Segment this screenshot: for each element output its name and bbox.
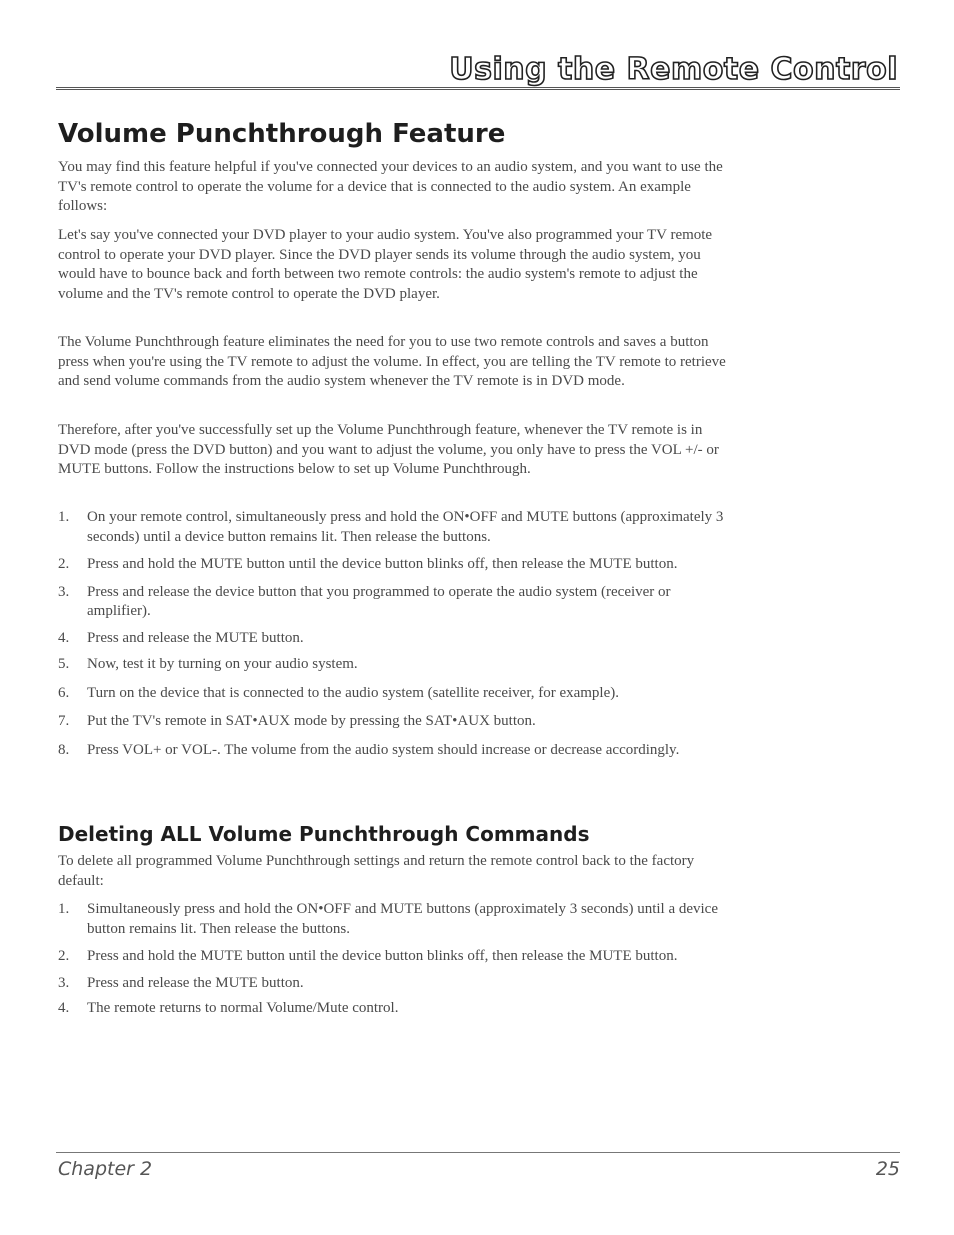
header-rule bbox=[56, 87, 900, 90]
page-number: 25 bbox=[875, 1158, 900, 1180]
header-title: Using the Remote Control bbox=[449, 52, 898, 87]
list-item bbox=[58, 684, 726, 704]
step-number: 2. bbox=[58, 556, 70, 572]
step-text: Put the TV's remote in SAT•AUX mode by pressing the SAT•AUX button. bbox=[87, 713, 536, 729]
step-number: 8. bbox=[58, 741, 70, 758]
step-number: 3. bbox=[58, 583, 70, 600]
list-item bbox=[58, 974, 726, 994]
step-text: Now, test it by turning on your audio system. bbox=[87, 656, 358, 672]
list-item bbox=[58, 629, 726, 649]
step-text: The remote returns to normal Volume/Mute control. bbox=[87, 1000, 399, 1016]
step-text: Press and release the device button that you programmed to operate the audio system (receiver or amplifier). bbox=[87, 583, 671, 619]
explanation-paragraph: The Volume Punchthrough feature eliminates the need for you to use two remote controls and saves a button press when you're using the TV remote to adjust the volume. In effect, you are telling the TV remote to retrieve and send volume commands from the audio system whenever the TV remote is in DVD mode. bbox=[58, 334, 726, 389]
list-item bbox=[58, 508, 726, 547]
step-number: 4. bbox=[58, 1000, 70, 1016]
delete-steps-list bbox=[58, 900, 726, 1019]
step-number: 5. bbox=[58, 656, 70, 672]
step-text: Press and release the MUTE button. bbox=[87, 629, 304, 646]
step-number: 6. bbox=[58, 684, 70, 701]
list-item bbox=[58, 741, 726, 761]
list-item bbox=[58, 999, 726, 1019]
step-number: 4. bbox=[58, 629, 70, 646]
step-number: 2. bbox=[58, 948, 70, 964]
step-number: 7. bbox=[58, 713, 70, 729]
page-header bbox=[56, 52, 900, 88]
list-item bbox=[58, 583, 726, 622]
step-text: Press and hold the MUTE button until the device button blinks off, then release the MUTE button. bbox=[87, 556, 678, 572]
footer-rule bbox=[56, 1152, 900, 1153]
step-text: Press VOL+ or VOL-. The volume from the audio system should increase or decrease accordingly. bbox=[87, 741, 680, 758]
list-item bbox=[58, 712, 726, 732]
setup-steps-list bbox=[58, 508, 726, 760]
list-item bbox=[58, 900, 726, 939]
delete-intro-paragraph: To delete all programmed Volume Punchthrough settings and return the remote control back to the factory default: bbox=[58, 853, 695, 889]
list-item bbox=[58, 555, 726, 575]
step-text: Press and hold the MUTE button until the device button blinks off, then release the MUTE button. bbox=[87, 948, 678, 964]
list-item bbox=[58, 655, 726, 675]
section-title-volume-punchthrough: Volume Punchthrough Feature bbox=[58, 119, 506, 149]
example-paragraph: Let's say you've connected your DVD player to your audio system. You've also programmed your TV remote control to operate your DVD player. Since the DVD player sends its volume through the audio system, you would have to bounce back and forth between two remote controls: the audio system's remote to adjust the volume and the TV's remote control to operate the DVD player. bbox=[58, 227, 713, 302]
instructions-paragraph: Therefore, after you've successfully set up the Volume Punchthrough feature, whenever the TV remote is in DVD mode (press the DVD button) and you want to adjust the volume, you only have to press the VOL +/- or MUTE buttons. Follow the instructions below to set up Volume Punchthrough. bbox=[58, 422, 719, 477]
step-number: 1. bbox=[58, 509, 70, 525]
section-title-deleting-commands: Deleting ALL Volume Punchthrough Commands bbox=[58, 822, 590, 846]
step-text: Simultaneously press and hold the ON•OFF and MUTE buttons (approximately 3 seconds) until a device button remains lit. Then release the buttons. bbox=[87, 901, 718, 937]
step-number: 3. bbox=[58, 974, 70, 991]
footer-chapter-label: Chapter 2 bbox=[58, 1158, 153, 1180]
intro-paragraph: You may find this feature helpful if you've connected your devices to an audio system, and you want to use the TV's remote control to operate the volume for a device that is connected to the audio system. An example follows: bbox=[58, 159, 723, 214]
list-item bbox=[58, 947, 726, 967]
step-text: Press and release the MUTE button. bbox=[87, 974, 304, 991]
step-text: Turn on the device that is connected to the audio system (satellite receiver, for example). bbox=[87, 684, 620, 701]
step-number: 1. bbox=[58, 901, 70, 917]
step-text: On your remote control, simultaneously press and hold the ON•OFF and MUTE buttons (approximately 3 seconds) until a device button remains lit. Then release the buttons. bbox=[87, 509, 724, 545]
